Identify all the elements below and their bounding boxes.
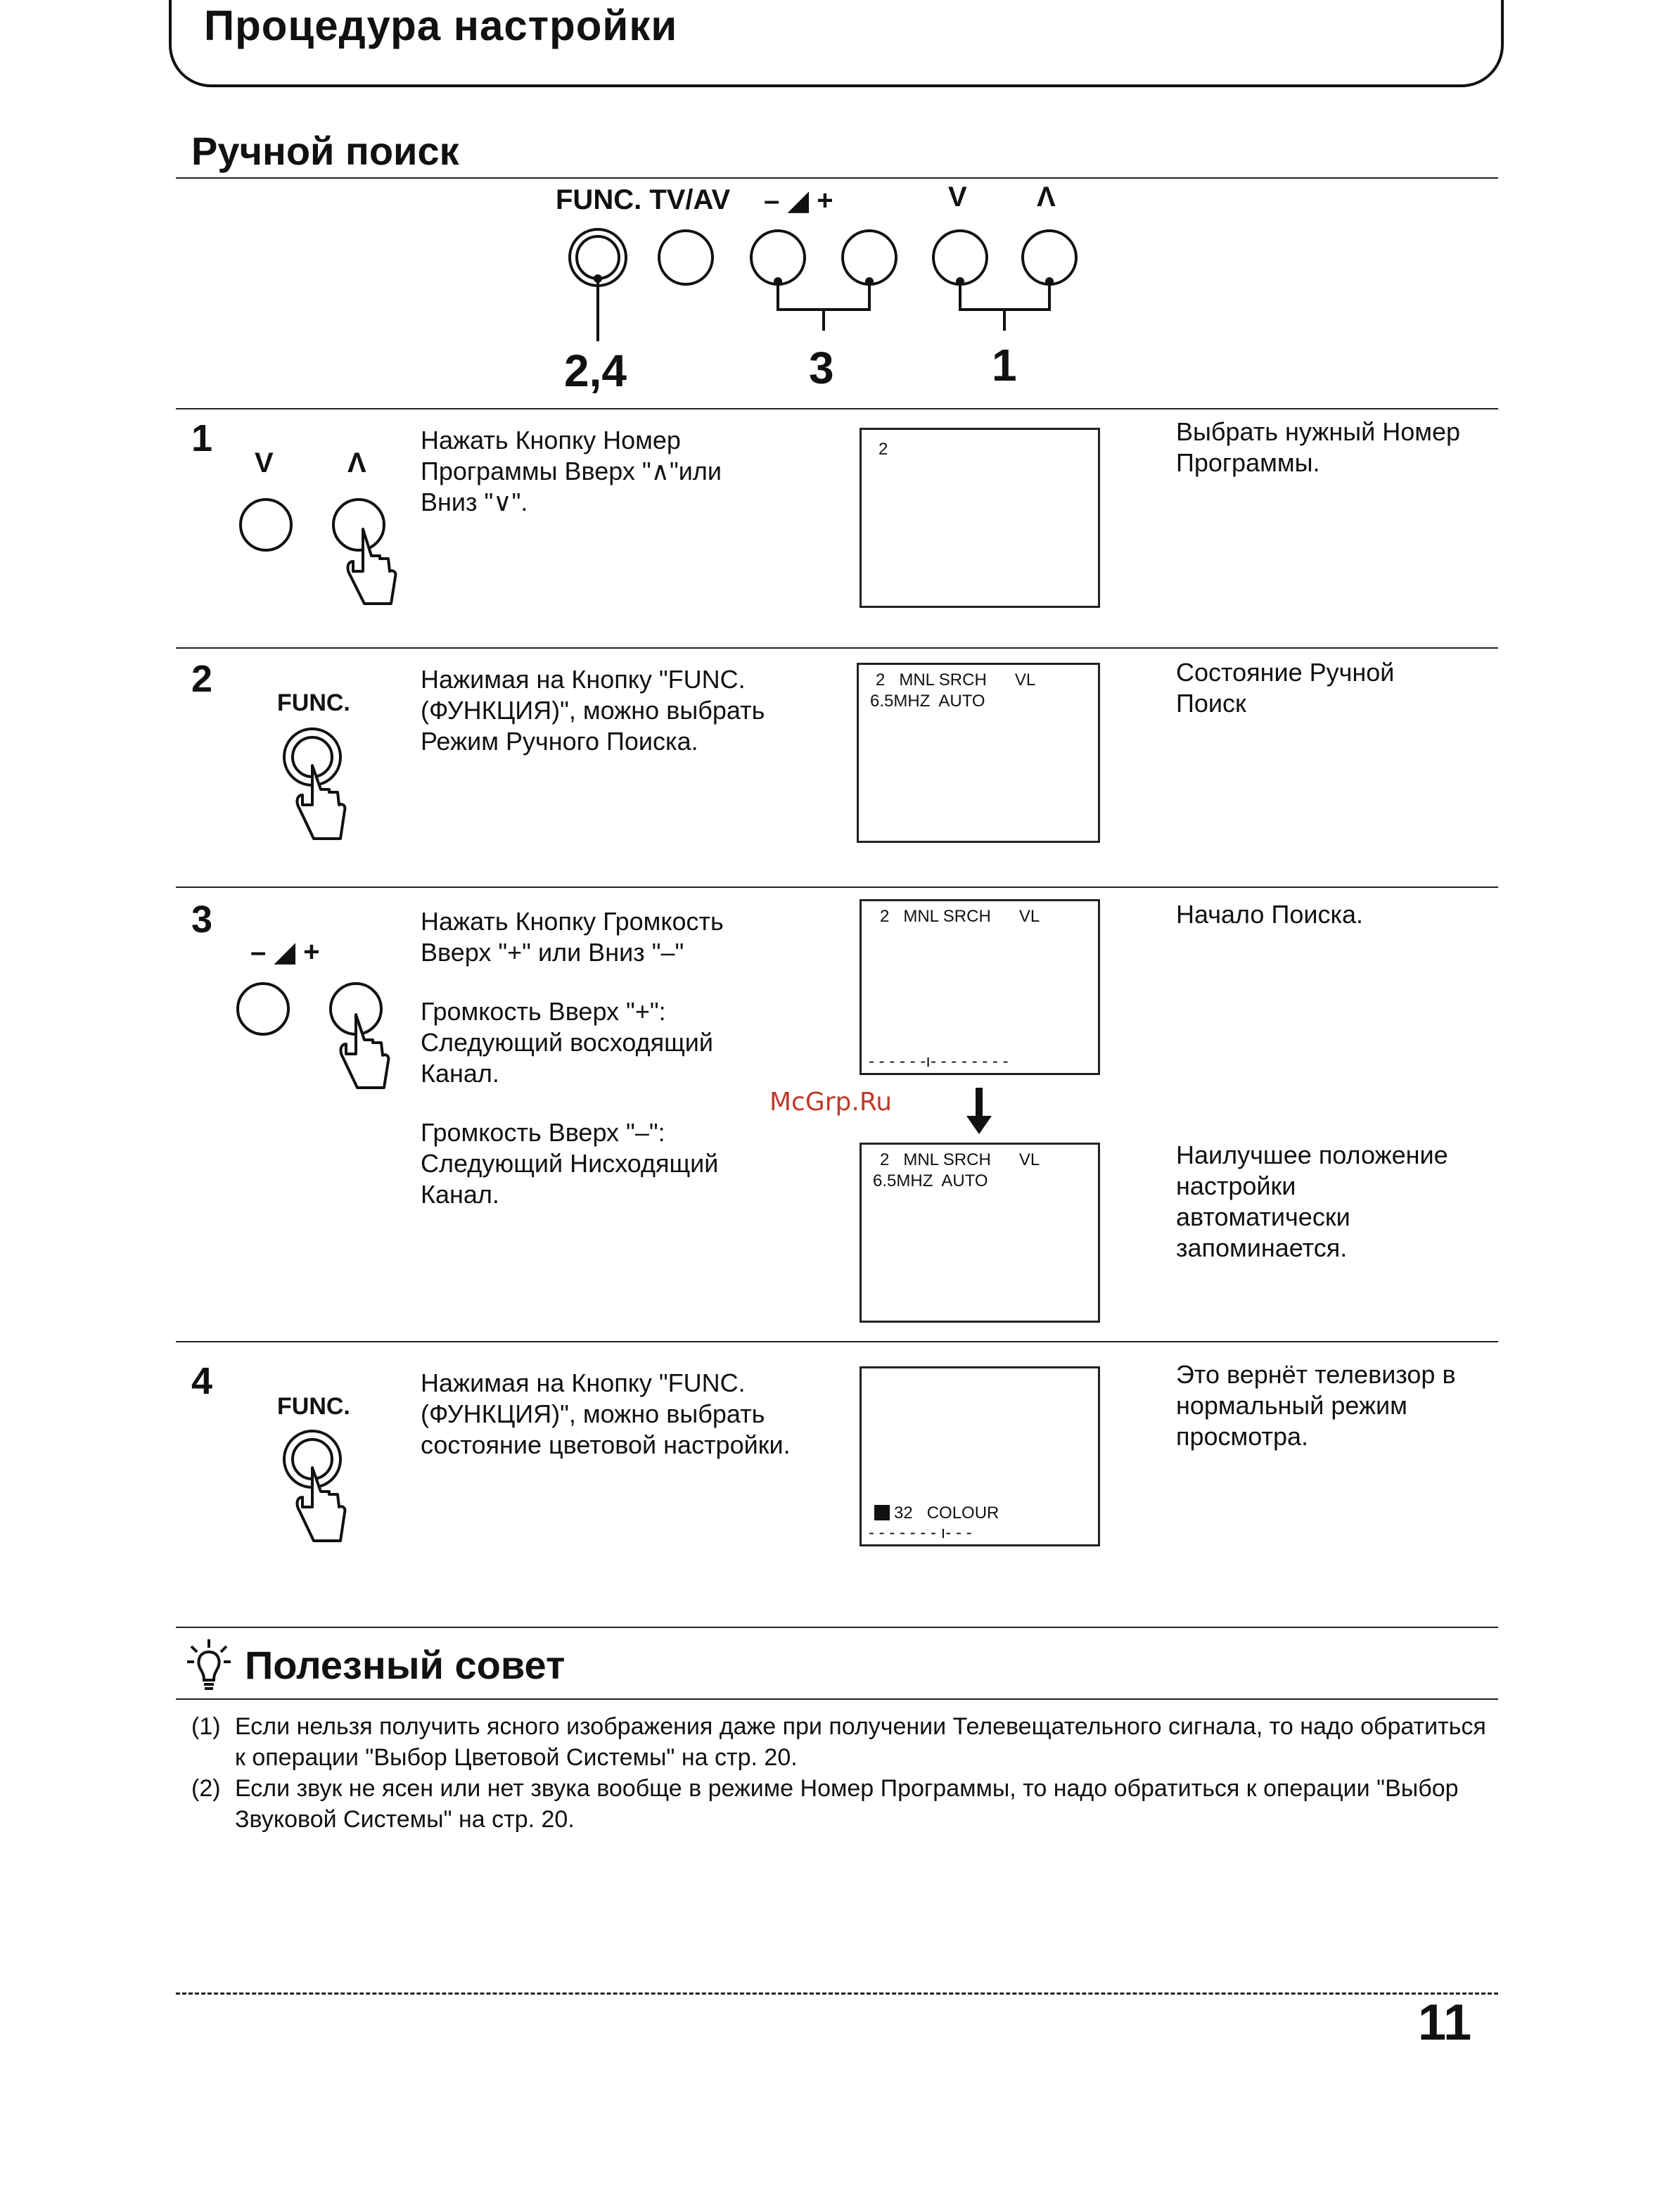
- tip-title: Полезный совет: [245, 1643, 566, 1687]
- osd-line1: 2 MNL SRCH VL: [876, 670, 1036, 689]
- label-volume: – ◢ +: [764, 185, 833, 216]
- step2-func-button: [267, 723, 366, 850]
- channel-down-button: [933, 231, 987, 284]
- step-result: Это вернёт телевизор в нормальный режим просмотра.: [1176, 1360, 1456, 1451]
- step-number: 1: [191, 417, 213, 459]
- step-result: Наилучшее положение настройки автоматически запоминается.: [1176, 1140, 1448, 1262]
- volume-up-button: [843, 231, 896, 284]
- channel-up-button: [1023, 231, 1076, 284]
- tvav-button: [659, 231, 713, 284]
- page-title: Процедура настройки: [204, 2, 678, 49]
- step2-label-func: FUNC.: [277, 689, 350, 716]
- step1-label-down: V: [255, 447, 274, 478]
- osd-line1: 2 MNL SRCH VL: [880, 1150, 1040, 1169]
- step-result: Начало Поиска.: [1176, 900, 1364, 929]
- step-number: 3: [191, 898, 213, 941]
- tip-text: Если нельзя получить ясного изображения даже при получении Телевещательного сигнала, то надо обратиться к операции "Выбор Цветовой Системы" на стр. 20.: [235, 1713, 1486, 1771]
- step-number: 4: [191, 1360, 213, 1402]
- tv-screen: [860, 899, 1100, 1075]
- label-channel-up: Λ: [1037, 182, 1056, 212]
- tip-number: (2): [191, 1775, 221, 1802]
- tip-number: (1): [191, 1713, 221, 1740]
- hand-press-icon: [341, 1015, 389, 1088]
- step1-label-up: Λ: [347, 447, 366, 478]
- step-instruction: Нажимая на Кнопку "FUNC. (ФУНКЦИЯ)", можно выбрать состояние цветовой настройки.: [421, 1368, 791, 1459]
- callout-channel: 1: [992, 340, 1017, 390]
- callout-volume: 3: [809, 343, 834, 393]
- step4-func-button: [267, 1425, 366, 1552]
- tv-screen: [860, 1366, 1100, 1546]
- signal-icon: [874, 1505, 890, 1520]
- page-number: 11: [1418, 1995, 1472, 2051]
- step-number: 2: [191, 658, 213, 700]
- section-rule: [176, 177, 1498, 179]
- step-divider: [176, 408, 1498, 409]
- osd-line2: 6.5MHZ AUTO: [870, 692, 985, 711]
- osd-tuning-bar: - - - - - -ı- - - - - - - -: [869, 1052, 1009, 1071]
- callout-func: 2,4: [564, 345, 627, 396]
- osd-line1: 2 MNL SRCH VL: [880, 907, 1040, 926]
- step-divider: [176, 1627, 1498, 1628]
- footer-rule: [176, 1992, 1498, 1995]
- tip-rule: [176, 1698, 1498, 1700]
- section-title: Ручной поиск: [191, 129, 459, 173]
- step-instruction-up: Громкость Вверх "+": Следующий восходящий Канал.: [421, 997, 713, 1088]
- step3-buttons: [232, 975, 415, 1109]
- tv-screen: [857, 663, 1100, 843]
- tip-text: Если звук не ясен или нет звука вообще в режиме Номер Программы, то надо обратиться к операции "Выбор Звуковой Системы" на стр. 20.: [235, 1775, 1459, 1833]
- step-divider: [176, 647, 1498, 649]
- down-arrow-icon: [965, 1088, 993, 1137]
- lightbulb-icon: [186, 1638, 232, 1694]
- step4-label-func: FUNC.: [277, 1393, 350, 1420]
- step-divider: [176, 1341, 1498, 1342]
- osd-line2: 6.5MHZ AUTO: [873, 1171, 988, 1190]
- tv-screen: [860, 428, 1100, 608]
- osd-tuning-bar: - - - - - - - ı- - -: [869, 1523, 972, 1542]
- label-func-tvav: FUNC. TV/AV: [556, 184, 731, 215]
- step-instruction-down: Громкость Вверх "–": Следующий Нисходящий Канал.: [421, 1118, 719, 1209]
- volume-down-button: [751, 231, 805, 284]
- step-result: Выбрать нужный Номер Программы.: [1176, 417, 1461, 477]
- step-instruction: Нажать Кнопку Громкость Вверх "+" или Вниз "–": [421, 907, 724, 967]
- osd-line1: 2: [878, 440, 888, 459]
- step1-buttons: [232, 485, 415, 619]
- watermark: McGrp.Ru: [769, 1088, 893, 1117]
- step-instruction: Нажать Кнопку Номер Программы Вверх "∧"или Вниз "∨".: [421, 426, 722, 516]
- hand-press-icon: [348, 529, 396, 604]
- step3-label-volume: – ◢ +: [250, 936, 320, 967]
- step-result: Состояние Ручной Поиск: [1176, 658, 1395, 718]
- step-instruction: Нажимая на Кнопку "FUNC. (ФУНКЦИЯ)", можно выбрать Режим Ручного Поиска.: [421, 665, 765, 756]
- tv-screen: [860, 1143, 1100, 1323]
- label-channel-down: V: [948, 182, 967, 212]
- step-divider: [176, 886, 1498, 888]
- osd-line2: 32 COLOUR: [894, 1504, 999, 1523]
